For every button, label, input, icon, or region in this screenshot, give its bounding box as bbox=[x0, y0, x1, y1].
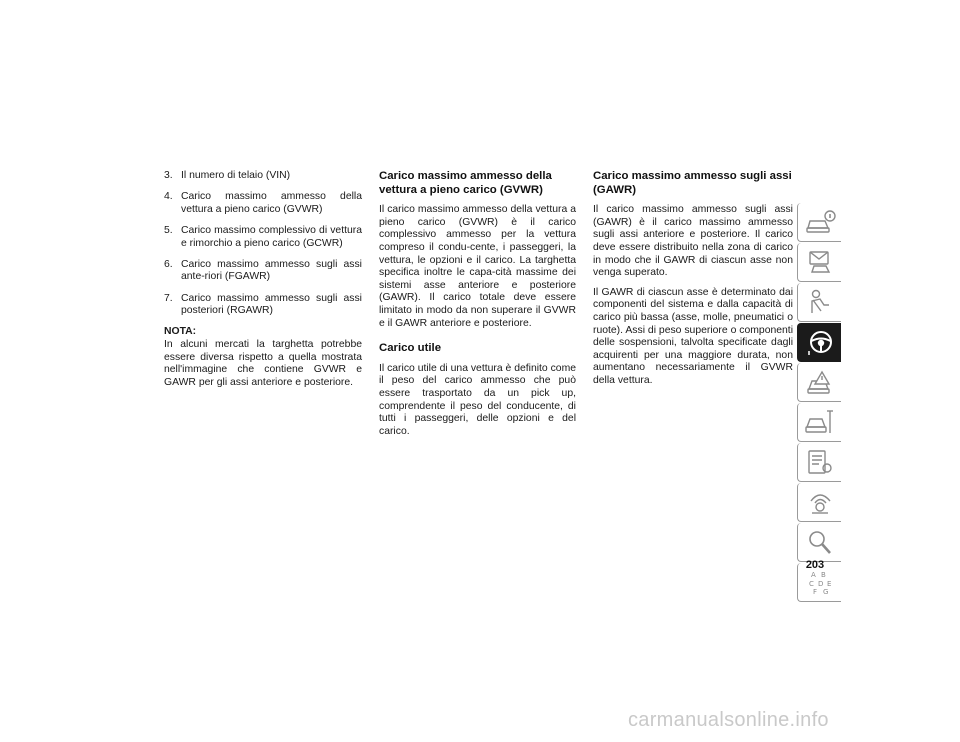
list-number: 6. bbox=[164, 258, 173, 270]
gawr-paragraph-2: Il GAWR di ciascun asse è determinato dai componenti del sistema e dalla capacità di carico più bassa (asse, molle, pneumatici o ruote). Assi di peso superiore o componenti delle sospensioni, talvolta specificate dagli acquirenti per una maggiore durata, non aumentano necessariamente il GVWR della vettura. bbox=[593, 286, 793, 386]
gvwr-heading: Carico massimo ammesso della vettura a pieno carico (GVWR) bbox=[379, 170, 552, 196]
maintenance-list-icon bbox=[803, 447, 837, 477]
car-warning-icon bbox=[803, 367, 837, 397]
tab-emergency[interactable] bbox=[797, 363, 841, 402]
car-mail-icon bbox=[803, 247, 837, 277]
gawr-heading: Carico massimo ammesso sugli assi (GAWR) bbox=[593, 170, 792, 196]
list-item bbox=[164, 191, 362, 216]
watermark: carmanualsonline.info bbox=[628, 709, 829, 731]
svg-text:C: C bbox=[808, 580, 814, 588]
note-text: In alcuni mercati la targhetta potrebbe essere diversa rispetto a quella mostrata nell'immagine che contiene GVWR e GAWR per gli assi anteriore e posteriore. bbox=[164, 338, 362, 388]
payload-heading: Carico utile bbox=[379, 342, 442, 355]
list-item bbox=[164, 225, 362, 250]
car-wrench-icon bbox=[803, 407, 837, 437]
right-column bbox=[593, 170, 793, 395]
gawr-paragraph-1: Il carico massimo ammesso sugli assi (GAWR) è il carico massimo ammesso sugli assi anteriore e posteriore. Il carico deve essere distribuito nella zona di carico in modo che il GAWR di ciascun asse non venga superato. bbox=[593, 204, 793, 279]
list-text: Carico massimo ammesso sugli assi posteriori (RGAWR) bbox=[181, 292, 362, 317]
list-text: Carico massimo complessivo di vettura e rimorchio a pieno carico (GCWR) bbox=[181, 224, 362, 249]
list-number: 3. bbox=[164, 170, 173, 181]
page-number: 203 bbox=[805, 559, 825, 571]
list-number: 7. bbox=[164, 292, 173, 304]
person-seatbelt-icon bbox=[803, 287, 837, 317]
steering-wheel-icon bbox=[803, 327, 837, 357]
svg-text:F: F bbox=[812, 588, 817, 596]
tab-car-mail[interactable] bbox=[797, 243, 841, 282]
list-text: Il numero di telaio (VIN) bbox=[181, 170, 291, 181]
tab-safety[interactable] bbox=[797, 283, 841, 322]
svg-text:D: D bbox=[817, 580, 823, 588]
list-text: Carico massimo ammesso della vettura a pieno carico (GVWR) bbox=[181, 191, 362, 215]
tab-driving[interactable] bbox=[797, 323, 841, 362]
list-number: 5. bbox=[164, 224, 173, 236]
label-items-list bbox=[164, 170, 362, 318]
list-text: Carico massimo ammesso sugli assi ante-riori (FGAWR) bbox=[181, 258, 362, 283]
svg-text:E: E bbox=[826, 580, 831, 588]
tab-maintenance[interactable] bbox=[797, 443, 841, 482]
car-info-icon bbox=[803, 207, 837, 237]
tab-multimedia[interactable] bbox=[797, 483, 841, 522]
index-letters-icon bbox=[803, 567, 837, 597]
left-column bbox=[164, 170, 362, 389]
list-item bbox=[164, 259, 362, 284]
tab-search[interactable] bbox=[797, 523, 841, 562]
multimedia-icon bbox=[803, 487, 837, 517]
list-item bbox=[164, 293, 362, 318]
list-item bbox=[164, 170, 362, 183]
list-number: 4. bbox=[164, 191, 173, 203]
tab-car-info[interactable] bbox=[797, 203, 841, 242]
payload-paragraph: Il carico utile di una vettura è definito come il peso del carico ammesso che può essere trasportato da un pick up, comprendente il peso del conducente, di tutti i passeggeri, delle opzioni e del carico. bbox=[379, 362, 576, 437]
svg-text:G: G bbox=[822, 588, 828, 596]
magnifier-icon bbox=[803, 527, 837, 557]
svg-text:B: B bbox=[820, 571, 826, 579]
note-label: NOTA: bbox=[164, 326, 197, 338]
svg-text:A: A bbox=[810, 571, 816, 579]
section-tabs bbox=[797, 203, 841, 603]
tab-service[interactable] bbox=[797, 403, 841, 442]
middle-column bbox=[379, 170, 576, 445]
gvwr-paragraph: Il carico massimo ammesso della vettura a pieno carico (GVWR) è il carico complessivo ammesso per la vettura compreso il condu-cente, i passeggeri, la vettura, le opzioni e il carico. La targhetta specifica inoltre le capa-cità massime dei sistemi asse anteriore e posteriore (GAWR). Il carico totale deve essere limitato in modo da non superare il GVWR e il GAWR anteriore e posteriore. bbox=[379, 204, 576, 329]
